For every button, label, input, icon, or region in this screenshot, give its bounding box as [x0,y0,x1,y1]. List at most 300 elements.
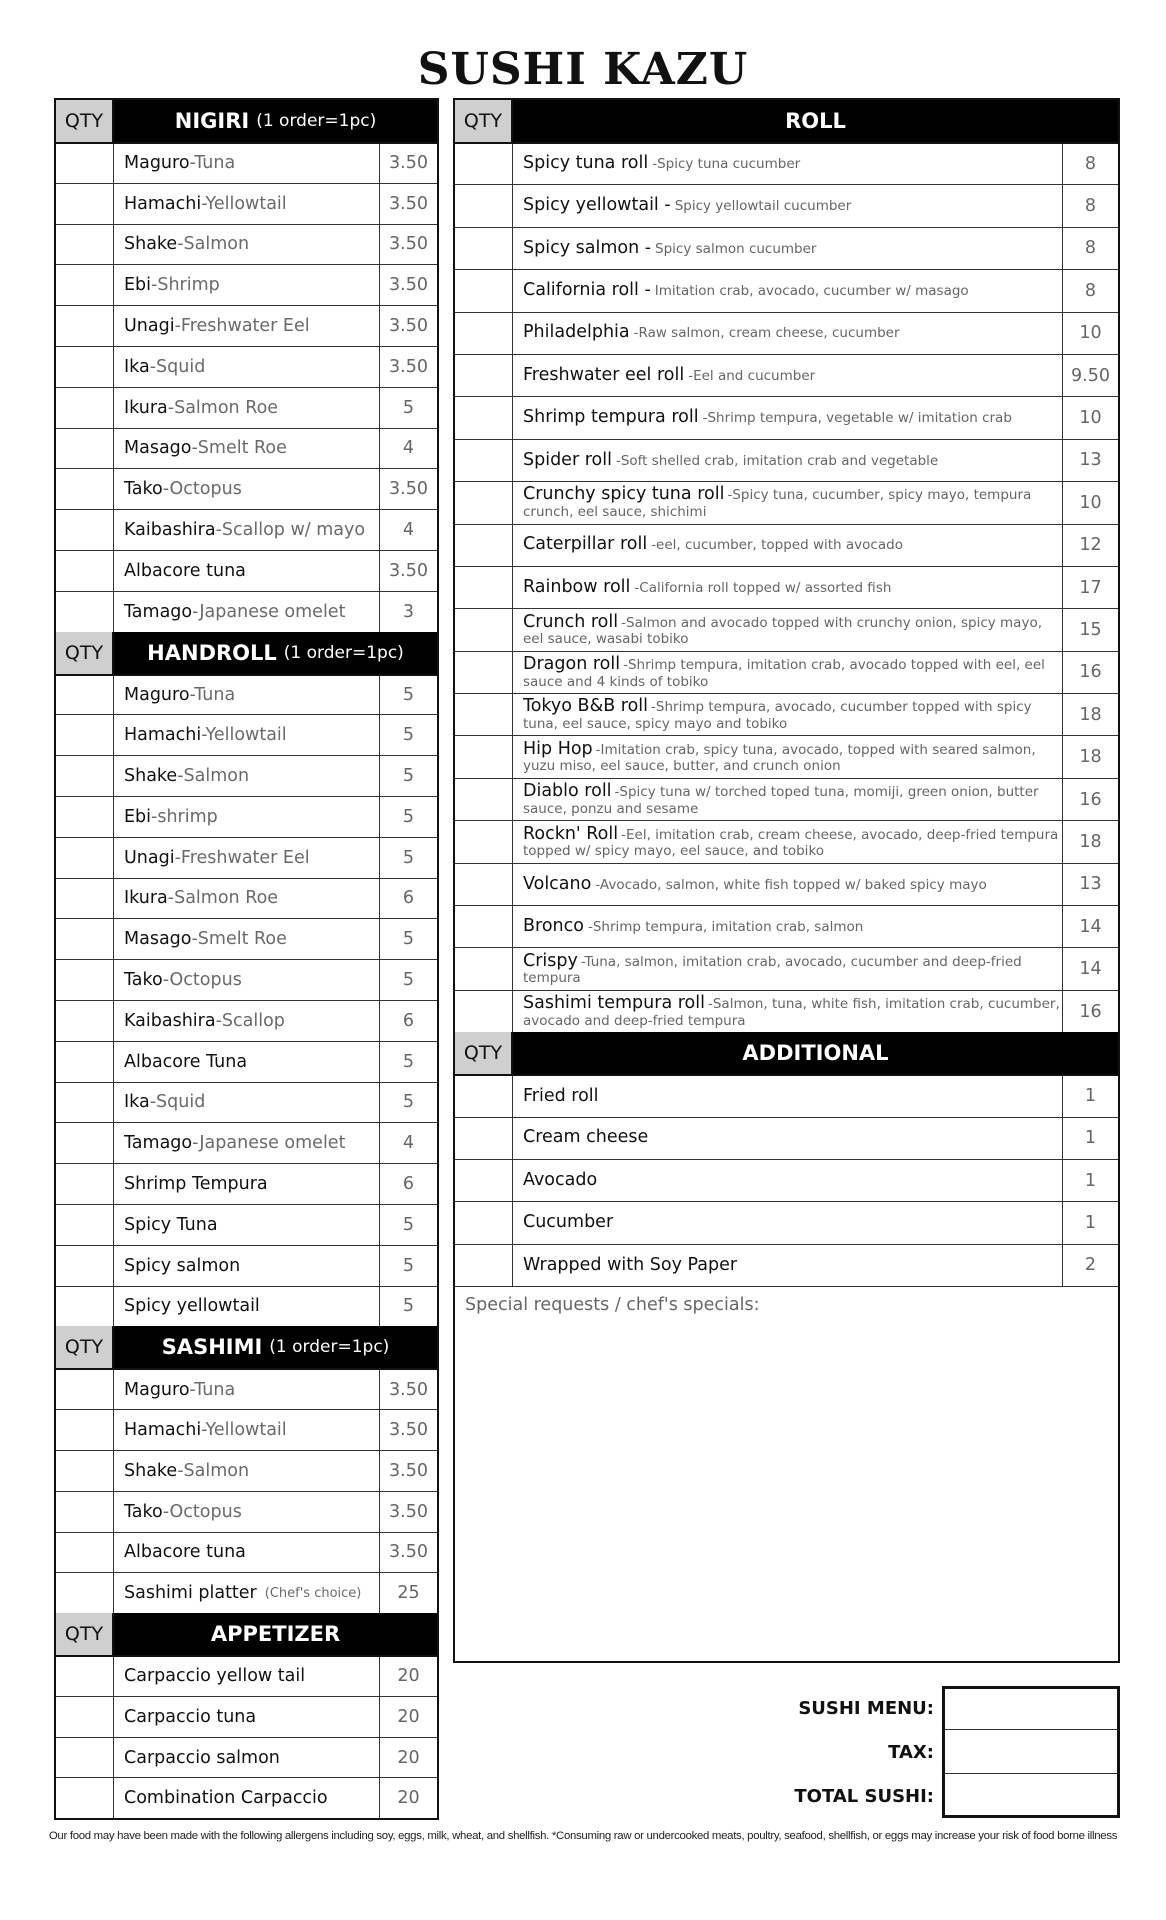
item-price: 12 [1062,525,1118,566]
qty-cell[interactable] [56,225,114,265]
item-main-name: Fried roll [523,1085,599,1106]
item-price: 5 [379,838,437,878]
item-name [114,1287,379,1327]
handroll-list [56,674,437,1327]
item-main-name: Hip Hop [523,738,593,759]
total-sushi-field[interactable] [942,1774,1120,1818]
item-main-name: Dragon roll [523,654,621,675]
qty-cell[interactable] [455,313,513,354]
item-name [513,313,1062,354]
tax-label: TAX: [888,1741,934,1763]
additional-header [455,1032,1118,1074]
qty-cell[interactable] [56,1738,114,1778]
menu-item-row [455,227,1118,269]
item-main-name: Rockn' Roll [523,823,619,844]
menu-item-row [56,1450,437,1491]
menu-item-row [56,142,437,183]
item-price: 3.50 [379,184,437,224]
total-sushi-row [780,1774,1120,1818]
item-text [523,239,817,259]
menu-item-row [455,142,1118,184]
item-main-name: Carpaccio salmon [124,1747,280,1768]
item-name [114,551,379,591]
item-main-name: Crunchy spicy tuna roll [523,484,725,505]
item-main-name: Bronco [523,915,584,936]
qty-cell[interactable] [455,270,513,311]
qty-cell[interactable] [455,736,513,777]
qty-cell[interactable] [56,1573,114,1613]
menu-item-row [56,918,437,959]
item-name [513,652,1062,693]
item-main-name: Shake [124,234,178,255]
item-main-name: Albacore tuna [124,560,246,581]
item-name [114,1657,379,1696]
item-price: 3.50 [379,1533,437,1573]
item-name [114,469,379,509]
qty-cell[interactable] [56,144,114,183]
item-sub-name: -Smelt Roe [191,929,287,950]
item-text [523,740,1062,775]
item-price: 5 [379,1287,437,1327]
item-description: -Soft shelled crab, imitation crab and vegetable [615,452,939,469]
qty-cell[interactable] [56,1083,114,1123]
menu-item-row [455,693,1118,735]
qty-cell[interactable] [56,1657,114,1696]
qty-cell[interactable] [56,388,114,428]
qty-cell[interactable] [56,1205,114,1245]
right-menu-column [453,98,1120,1663]
item-name [114,1123,379,1163]
item-description: -Salmon, tuna, white fish, imitation crab, cucumber, avocado and deep-fried tempura [523,996,1060,1029]
item-price: 1 [1062,1160,1118,1201]
qty-cell[interactable] [455,694,513,735]
qty-cell[interactable] [455,1160,513,1201]
menu-item-row [56,796,437,837]
item-price: 3.50 [379,1451,437,1491]
item-main-name: Ika [124,356,150,377]
qty-cell[interactable] [56,551,114,591]
item-main-name: Freshwater eel roll [523,364,685,385]
item-sub-name: -Octopus [162,970,242,991]
item-main-name: Kaibashira [124,520,216,541]
item-sub-name: -Squid [149,356,206,377]
item-name [513,948,1062,989]
qty-cell[interactable] [56,879,114,919]
item-main-name: Ikura [124,397,168,418]
item-text [523,1256,737,1276]
item-text [523,825,1062,860]
item-sub-name: -Salmon Roe [167,397,279,418]
menu-item-row [455,354,1118,396]
menu-item-row [56,1082,437,1123]
qty-cell[interactable] [56,715,114,755]
qty-header: QTY [455,1032,513,1074]
item-price: 3.50 [379,225,437,265]
handroll-header [56,632,437,674]
item-name [513,779,1062,820]
qty-cell[interactable] [56,1370,114,1409]
item-name [114,1370,379,1409]
tax-field[interactable] [942,1730,1120,1774]
qty-cell[interactable] [56,1410,114,1450]
item-main-name: Shrimp Tempura [124,1174,268,1195]
item-name [114,510,379,550]
item-description: -Salmon and avocado topped with crunchy onion, spicy mayo, eel sauce, wasabi tobiko [523,614,1042,648]
menu-item-row [56,1491,437,1532]
menu-item-row [56,1245,437,1286]
qty-cell[interactable] [56,510,114,550]
item-description: -Spicy tuna w/ torched toped tuna, momiji, green onion, butter sauce, ponzu and sesame [523,784,1039,817]
qty-cell[interactable] [56,1451,114,1491]
item-text [523,1213,613,1233]
additional-list [455,1074,1118,1286]
item-main-name: Sashimi platter [124,1583,257,1604]
qty-cell[interactable] [455,1202,513,1243]
menu-item-row [455,651,1118,693]
item-price: 3.50 [379,347,437,387]
item-main-name: Shake [124,766,178,787]
item-sub-name: -Yellowtail [201,1420,287,1440]
item-price: 1 [1062,1076,1118,1116]
qty-cell[interactable] [455,991,513,1032]
menu-item-row [56,755,437,796]
item-main-name: Diablo roll [523,781,612,802]
item-sub-name: -Salmon [177,234,250,255]
item-name [114,1573,379,1613]
item-main-name: Spicy yellowtail [124,1296,260,1317]
item-name [513,482,1062,523]
item-price: 10 [1062,313,1118,354]
item-price: 5 [379,960,437,1000]
roll-list [455,142,1118,1032]
item-main-name: Carpaccio tuna [124,1706,257,1727]
item-sub-name: -Yellowtail [201,725,287,746]
item-price: 18 [1062,736,1118,777]
item-price: 1 [1062,1202,1118,1243]
menu-item-row [455,947,1118,989]
item-main-name: Combination Carpaccio [124,1788,328,1809]
item-main-name: Spicy salmon [124,1255,241,1276]
item-main-name: Ika [124,1092,150,1113]
menu-item-row [56,1737,437,1778]
qty-cell[interactable] [455,864,513,905]
item-main-name: Unagi [124,316,175,337]
item-price: 10 [1062,397,1118,438]
item-price: 14 [1062,906,1118,947]
item-description: Imitation crab, avocado, cucumber w/ masago [654,283,969,300]
qty-cell[interactable] [455,609,513,650]
qty-cell[interactable] [56,1287,114,1327]
section-note: (1 order=1pc) [256,111,377,131]
qty-cell[interactable] [56,797,114,837]
item-price: 5 [379,715,437,755]
sushi-menu-label: SUSHI MENU: [798,1697,934,1719]
item-sub-name: -Salmon [177,766,250,787]
item-price: 4 [379,429,437,469]
item-name [114,429,379,469]
menu-item-row [455,905,1118,947]
allergen-footer: Our food may have been made with the following allergens including soy, eggs, milk, wheat, and shellfish. *Consuming raw or undercooked meats, poultry, seafood, shellfish, or eggs may increase your risk of food borne illness [48,1830,1118,1842]
qty-cell[interactable] [56,1164,114,1204]
item-price: 3.50 [379,265,437,305]
item-name [513,736,1062,777]
item-price: 4 [379,510,437,550]
qty-cell[interactable] [455,440,513,481]
qty-header: QTY [56,1326,114,1368]
item-price: 25 [379,1573,437,1613]
qty-cell[interactable] [56,429,114,469]
qty-cell[interactable] [455,906,513,947]
qty-cell[interactable] [56,1042,114,1082]
qty-header: QTY [56,1613,114,1655]
special-requests-label: Special requests / chef's specials: [465,1295,760,1316]
item-description: Spicy yellowtail cucumber [674,198,852,215]
item-text [523,1087,599,1107]
item-description: -Shrimp tempura, avocado, cucumber topped with spicy tuna, eel sauce, spicy mayo and tobiko [523,699,1032,733]
qty-cell[interactable] [56,184,114,224]
item-text [523,655,1062,690]
item-main-name: Tamago [124,601,193,622]
item-name [513,906,1062,947]
item-name [114,1001,379,1041]
item-main-name: Ebi [124,806,152,827]
item-price: 4 [379,1123,437,1163]
qty-cell[interactable] [56,1697,114,1737]
qty-cell[interactable] [56,469,114,509]
item-main-name: California roll - [523,280,651,301]
item-description: -eel, cucumber, topped with avocado [651,537,903,554]
qty-cell[interactable] [56,1001,114,1041]
menu-item-row [455,820,1118,862]
qty-cell[interactable] [56,1123,114,1163]
qty-cell[interactable] [455,525,513,566]
menu-item-row [455,524,1118,566]
item-price: 10 [1062,482,1118,523]
item-name [114,1083,379,1123]
qty-cell[interactable] [56,919,114,959]
appetizer-header [56,1613,437,1655]
item-text [523,451,938,471]
item-text [523,154,800,174]
item-price: 3.50 [379,551,437,591]
item-price: 16 [1062,779,1118,820]
item-main-name: Volcano [523,873,592,894]
menu-item-row [56,428,437,469]
menu-item-row [455,1159,1118,1201]
qty-cell[interactable] [455,1118,513,1159]
section-title: SASHIMI [161,1335,263,1360]
qty-cell[interactable] [56,960,114,1000]
item-main-name: Maguro [124,153,190,174]
qty-cell[interactable] [56,756,114,796]
item-price: 3.50 [379,144,437,183]
item-main-name: Ikura [124,888,168,909]
sushi-menu-field[interactable] [942,1686,1120,1730]
item-main-name: Unagi [124,847,175,868]
item-description: -Imitation crab, spicy tuna, avocado, topped with seared salmon, yuzu miso, eel sauce, butter, and crunch onion [523,741,1036,775]
item-name [114,1533,379,1573]
special-requests-area[interactable] [455,1286,1118,1661]
item-main-name: Albacore tuna [124,1542,246,1563]
item-main-name: Tokyo B&B roll [523,696,649,717]
menu-item-row [56,674,437,715]
menu-item-row [455,1074,1118,1116]
qty-cell[interactable] [455,355,513,396]
item-name [114,1205,379,1245]
menu-item-row [455,990,1118,1032]
item-price: 8 [1062,185,1118,226]
qty-cell[interactable] [56,306,114,346]
qty-cell[interactable] [56,1533,114,1573]
qty-cell[interactable] [455,228,513,269]
item-price: 13 [1062,864,1118,905]
qty-cell[interactable] [455,652,513,693]
qty-cell[interactable] [56,592,114,632]
menu-item-row [455,269,1118,311]
qty-cell[interactable] [455,779,513,820]
item-note: (Chef's choice) [264,1585,362,1601]
item-sub-name: -Tuna [189,153,236,174]
item-price: 3.50 [379,1492,437,1532]
menu-item-row [455,396,1118,438]
item-main-name: Hamachi [124,193,202,214]
item-price: 18 [1062,694,1118,735]
item-name [513,864,1062,905]
nigiri-list [56,142,437,632]
qty-cell[interactable] [455,482,513,523]
qty-cell[interactable] [56,676,114,715]
item-main-name: Hamachi [124,1420,202,1440]
item-name [114,144,379,183]
menu-item-row [56,1696,437,1737]
section-note: (1 order=1pc) [269,1337,390,1358]
menu-item-row [455,863,1118,905]
item-main-name: Tako [124,1501,163,1522]
sashimi-header [56,1326,437,1368]
menu-item-row [56,550,437,591]
menu-item-row [455,184,1118,226]
qty-cell[interactable] [56,1778,114,1818]
item-main-name: Hamachi [124,725,202,746]
item-name [114,676,379,715]
item-main-name: Maguro [124,1379,190,1400]
qty-cell[interactable] [56,347,114,387]
menu-item-row [56,346,437,387]
qty-cell[interactable] [455,144,513,184]
item-price: 13 [1062,440,1118,481]
item-name [114,715,379,755]
qty-cell[interactable] [455,185,513,226]
item-text [523,408,1012,428]
item-sub-name: -Scallop [215,1010,285,1031]
item-price: 6 [379,1164,437,1204]
item-description: Spicy salmon cucumber [655,240,817,257]
item-main-name: Cream cheese [523,1127,649,1148]
qty-cell[interactable] [455,1076,513,1116]
item-name [114,1492,379,1532]
item-price: 6 [379,1001,437,1041]
item-sub-name: -Scallop w/ mayo [215,520,366,541]
qty-cell[interactable] [56,1492,114,1532]
item-sub-name: -Japanese omelet [192,1133,346,1154]
item-main-name: Crispy [523,950,578,971]
item-price: 3.50 [379,306,437,346]
item-main-name: Wrapped with Soy Paper [523,1254,738,1275]
qty-cell[interactable] [56,265,114,305]
item-name [114,960,379,1000]
qty-cell[interactable] [455,821,513,862]
item-price: 5 [379,1042,437,1082]
menu-item-row [56,305,437,346]
qty-cell[interactable] [56,1246,114,1286]
qty-cell[interactable] [455,1245,513,1286]
item-price: 5 [379,676,437,715]
qty-cell[interactable] [455,948,513,989]
item-price: 16 [1062,652,1118,693]
menu-item-row [56,183,437,224]
menu-item-row [56,387,437,428]
item-main-name: Sashimi tempura roll [523,993,705,1014]
item-price: 6 [379,879,437,919]
item-sub-name: -Smelt Roe [191,438,287,459]
item-name [114,184,379,224]
item-main-name: Maguro [124,684,190,705]
menu-item-row [455,566,1118,608]
menu-item-row [56,1572,437,1613]
item-text [523,578,891,598]
item-price: 3.50 [379,1410,437,1450]
nigiri-header [56,100,437,142]
section-title: NIGIRI [174,109,250,133]
item-text [523,1128,648,1148]
item-text [523,281,969,301]
qty-cell[interactable] [455,567,513,608]
menu-item-row [56,714,437,755]
item-text [523,613,1062,648]
item-name [114,879,379,919]
appetizer-list [56,1655,437,1818]
item-description: -Shrimp tempura, vegetable w/ imitation crab [702,410,1012,427]
item-name [114,306,379,346]
item-main-name: Carpaccio yellow tail [124,1666,306,1687]
item-text [523,875,987,895]
item-name [513,440,1062,481]
item-name [114,1410,379,1450]
item-name [114,919,379,959]
item-name [114,388,379,428]
item-sub-name: -Tuna [189,684,236,705]
item-price: 14 [1062,948,1118,989]
qty-cell[interactable] [455,397,513,438]
item-description: -Avocado, salmon, white fish topped w/ baked spicy mayo [595,876,987,893]
item-name [513,185,1062,226]
menu-item-row [56,591,437,632]
item-description: -Eel, imitation crab, cream cheese, avocado, deep-fried tempura topped w/ spicy mayo, eel sauce, and tobiko [523,826,1059,860]
item-price: 16 [1062,991,1118,1032]
item-price: 5 [379,1083,437,1123]
qty-cell[interactable] [56,838,114,878]
item-main-name: Kaibashira [124,1010,216,1031]
item-name [114,1042,379,1082]
item-main-name: Crunch roll [523,611,619,632]
item-sub-name: -Yellowtail [201,193,287,214]
item-price: 2 [1062,1245,1118,1286]
menu-item-row [56,1368,437,1409]
item-name [114,1451,379,1491]
item-main-name: Spicy tuna roll [523,153,649,174]
menu-item-row [56,509,437,550]
item-text [523,1171,597,1191]
